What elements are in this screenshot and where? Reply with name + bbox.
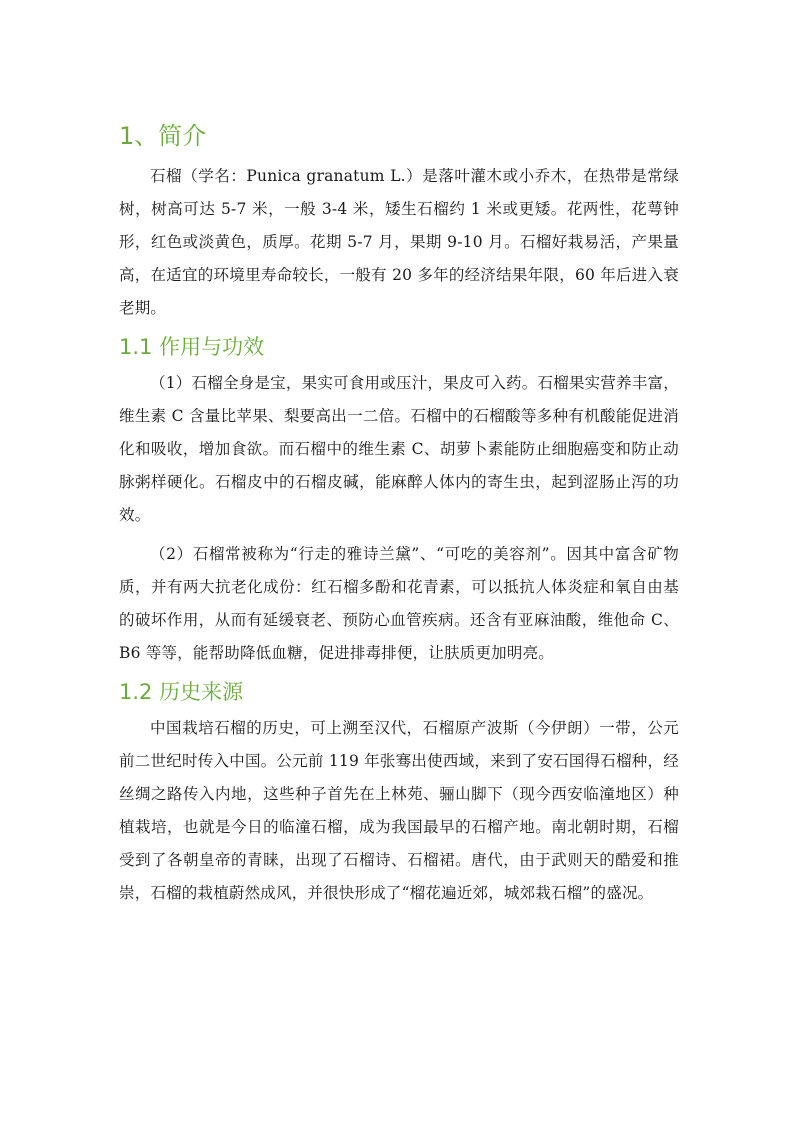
intro-paragraph: 石榴（学名：Punica granatum L.）是落叶灌木或小乔木，在热带是常绿树，树高可达 5-7 米，一般 3-4 米，矮生石榴约 1 米或更矮。花两性，花萼钟形，红色或淡黄色，质厚。花期 5-7 月，果期 9-10 月。石榴好栽易活，产果量高，在适宜的环境里寿命较长，一般有 20 多年的经济结果年限，60 年后进入衰老期。 xyxy=(119,167,679,317)
document-content xyxy=(119,118,679,910)
effects-paragraph-2: （2）石榴常被称为“行走的雅诗兰黛”、“可吃的美容剂”。因其中富含矿物质，并有两大抗老化成份：红石榴多酚和花青素，可以抵抗人体炎症和氧自由基的破坏作用，从而有延缓衰老、预防心血管疾病。还含有亚麻油酸，维他命 C、B6 等等，能帮助降低血糖，促进排毒排便，让肤质更加明亮。 xyxy=(119,545,679,662)
effects-paragraph-1: （1）石榴全身是宝，果实可食用或压汁，果皮可入药。石榴果实营养丰富，维生素 C 含量比苹果、梨要高出一二倍。石榴中的石榴酸等多种有机酸能促进消化和吸收，增加食欲。而石榴中的维生素 C、胡萝卜素能防止细胞癌变和防止动脉粥样硬化。石榴皮中的石榴皮碱，能麻醉人体内的寄生虫，起到涩肠止泻的功效。 xyxy=(119,374,679,524)
history-paragraph: 中国栽培石榴的历史，可上溯至汉代，石榴原产波斯（今伊朗）一带，公元前二世纪时传入中国。公元前 119 年张骞出使西域，来到了安石国得石榴种，经丝绸之路传入内地，这些种子首先在上林苑、骊山脚下（现今西安临潼地区）种植栽培，也就是今日的临潼石榴，成为我国最早的石榴产地。南北朝时期，石榴受到了各朝皇帝的青睐，出现了石榴诗、石榴裙。唐代，由于武则天的酷爱和推崇，石榴的栽植蔚然成风，并很快形成了“榴花遍近郊，城郊栽石榴”的盛况。 xyxy=(119,719,679,902)
section-heading-effects: 1.1 作用与功效 xyxy=(119,335,265,359)
section-heading-history: 1.2 历史来源 xyxy=(119,680,244,704)
section-heading-intro: 1、简介 xyxy=(119,122,207,150)
